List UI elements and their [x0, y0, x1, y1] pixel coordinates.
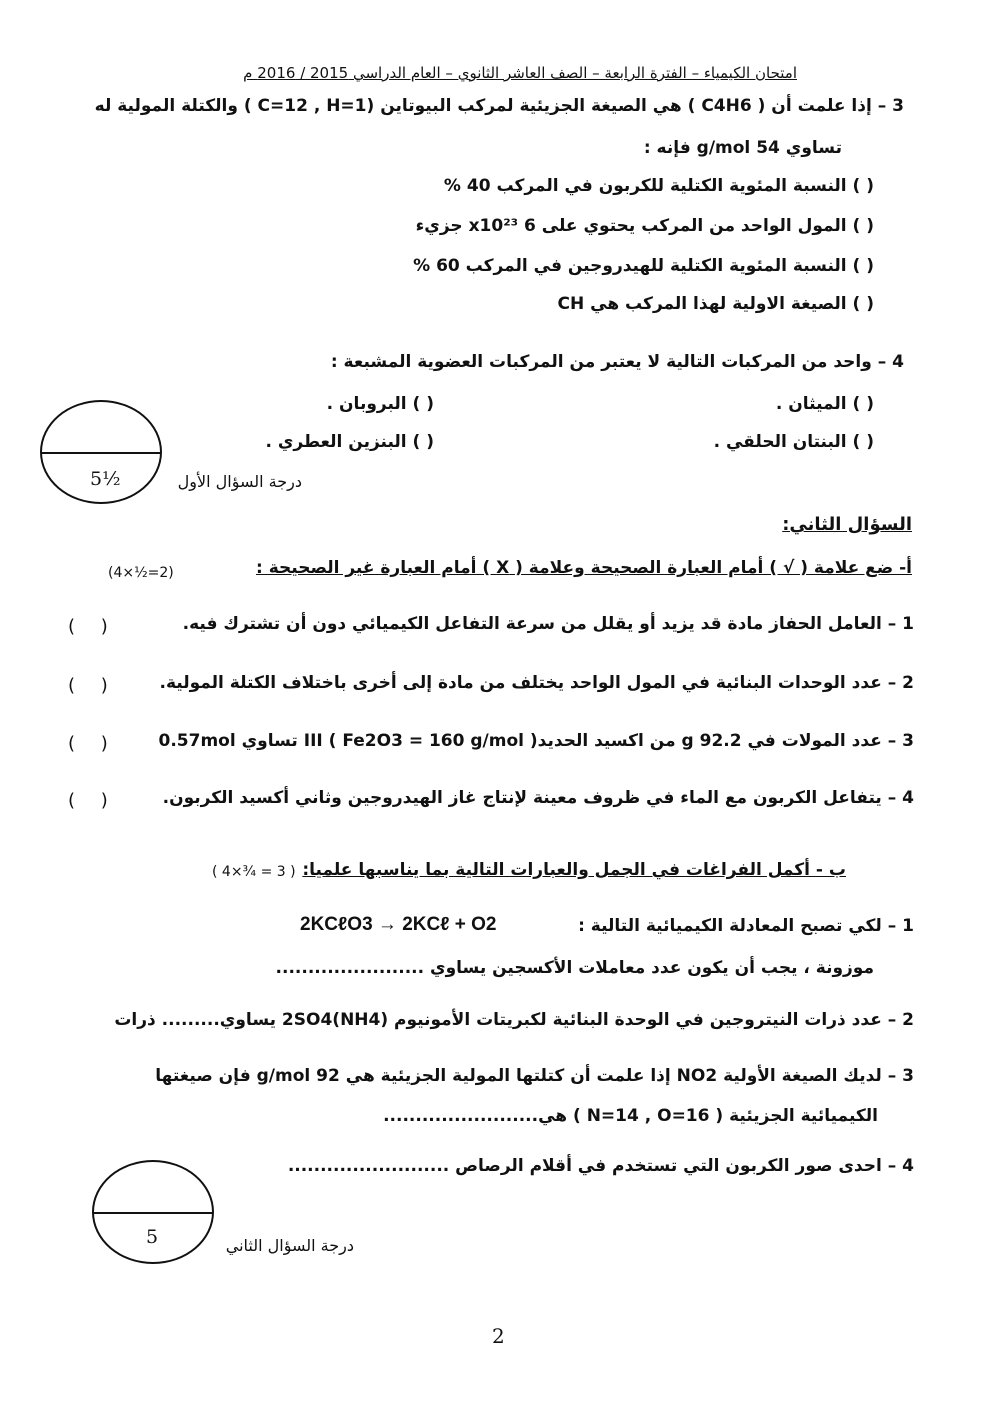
- question2-title: السؤال الثاني:: [782, 514, 912, 535]
- part-a-item: 4 – يتفاعل الكربون مع الماء في ظروف معينة لإنتاج غاز الهيدروجين وثاني أكسيد الكربون.: [162, 788, 914, 808]
- part-a-item: 1 – العامل الحفاز مادة قد يزيد أو يقلل من سرعة التفاعل الكيميائي دون أن تشترك فيه.: [182, 614, 914, 634]
- q4-option[interactable]: ( ) الميثان .: [775, 394, 874, 414]
- part-b-item4[interactable]: 4 – احدى صور الكربون التي تستخدم في أقلام الرصاص .........................: [287, 1156, 914, 1176]
- equation: 2KCℓO3 → 2KCℓ + O2: [300, 914, 497, 935]
- q4-stem: 4 – واحد من المركبات التالية لا يعتبر من المركبات العضوية المشبعة :: [330, 352, 904, 372]
- answer-box[interactable]: ( ): [68, 733, 118, 754]
- part-b-item1-line2[interactable]: موزونة ، يجب أن يكون عدد معاملات الأكسجين يساوي .......................: [275, 958, 874, 978]
- q3-line2: تساوي 54 g/mol فإنه :: [643, 138, 842, 158]
- answer-box[interactable]: ( ): [68, 675, 118, 696]
- part-b-points: ( 4×¾ = 3 ): [212, 864, 296, 880]
- q4-option[interactable]: ( ) البنزين العطري .: [265, 432, 434, 452]
- part-b-title: ب - أكمل الفراغات في الجمل والعبارات التالية بما يناسبها علميا:: [302, 860, 846, 880]
- q4-option[interactable]: ( ) البروبان .: [326, 394, 434, 414]
- grade1-value: 5½: [90, 468, 121, 490]
- grade1-label: درجة السؤال الأول: [177, 472, 302, 491]
- grade2-divider: [94, 1212, 212, 1214]
- page-number: 2: [492, 1324, 505, 1348]
- q3-line1: 3 – إذا علمت أن ( C4H6 ) هي الصيغة الجزيئية لمركب البيوتاين (C=12 , H=1 ) والكتلة المولية له: [94, 96, 904, 116]
- grade2-circle: [92, 1160, 214, 1264]
- part-b-item2[interactable]: 2 – عدد ذرات النيتروجين في الوحدة البنائية لكبريتات الأمونيوم (NH4)2SO4 يساوي......... ذرات: [114, 1010, 914, 1030]
- grade2-value: 5: [146, 1226, 159, 1248]
- grade1-divider: [42, 452, 160, 454]
- q3-option[interactable]: ( ) النسبة المئوية الكتلية للكربون في المركب 40 %: [443, 176, 874, 196]
- q3-option[interactable]: ( ) الصيغة الاولية لهذا المركب هي CH: [557, 294, 874, 314]
- part-a-points: (4×½=2): [108, 565, 174, 581]
- part-b-item3-line2[interactable]: الكيميائية الجزيئية ( N=14 , O=16 ) هي........................: [383, 1106, 878, 1126]
- part-a-item: 2 – عدد الوحدات البنائية في المول الواحد يختلف من مادة إلى أخرى باختلاف الكتلة المولية.: [159, 673, 914, 693]
- part-a-item: 3 – عدد المولات في 92.2 g من اكسيد الحديدIII ( Fe2O3 = 160 g/mol ) تساوي 0.57mol: [158, 731, 914, 751]
- part-a-title: أ- ضع علامة ( √ ) أمام العبارة الصحيحة وعلامة ( X ) أمام العبارة غير الصحيحة :: [256, 558, 912, 578]
- exam-header: امتحان الكيمياء – الفترة الرابعة – الصف العاشر الثانوي – العام الدراسي 2015 / 2016 م: [243, 64, 797, 82]
- part-b-item3: 3 – لديك الصيغة الأولية NO2 إذا علمت أن كتلتها المولية الجزيئية هي 92 g/mol فإن صيغتها: [155, 1066, 914, 1086]
- grade1-circle: [40, 400, 162, 504]
- grade2-label: درجة السؤال الثاني: [225, 1236, 354, 1255]
- answer-box[interactable]: ( ): [68, 616, 118, 637]
- q3-option[interactable]: ( ) المول الواحد من المركب يحتوي على 6 x10²³ جزيء: [415, 216, 874, 236]
- q4-option[interactable]: ( ) البنتان الحلقي .: [713, 432, 874, 452]
- part-b-item1: 1 – لكي تصبح المعادلة الكيميائية التالية :: [578, 916, 914, 936]
- q3-option[interactable]: ( ) النسبة المئوية الكتلية للهيدروجين في المركب 60 %: [413, 256, 874, 276]
- answer-box[interactable]: ( ): [68, 790, 118, 811]
